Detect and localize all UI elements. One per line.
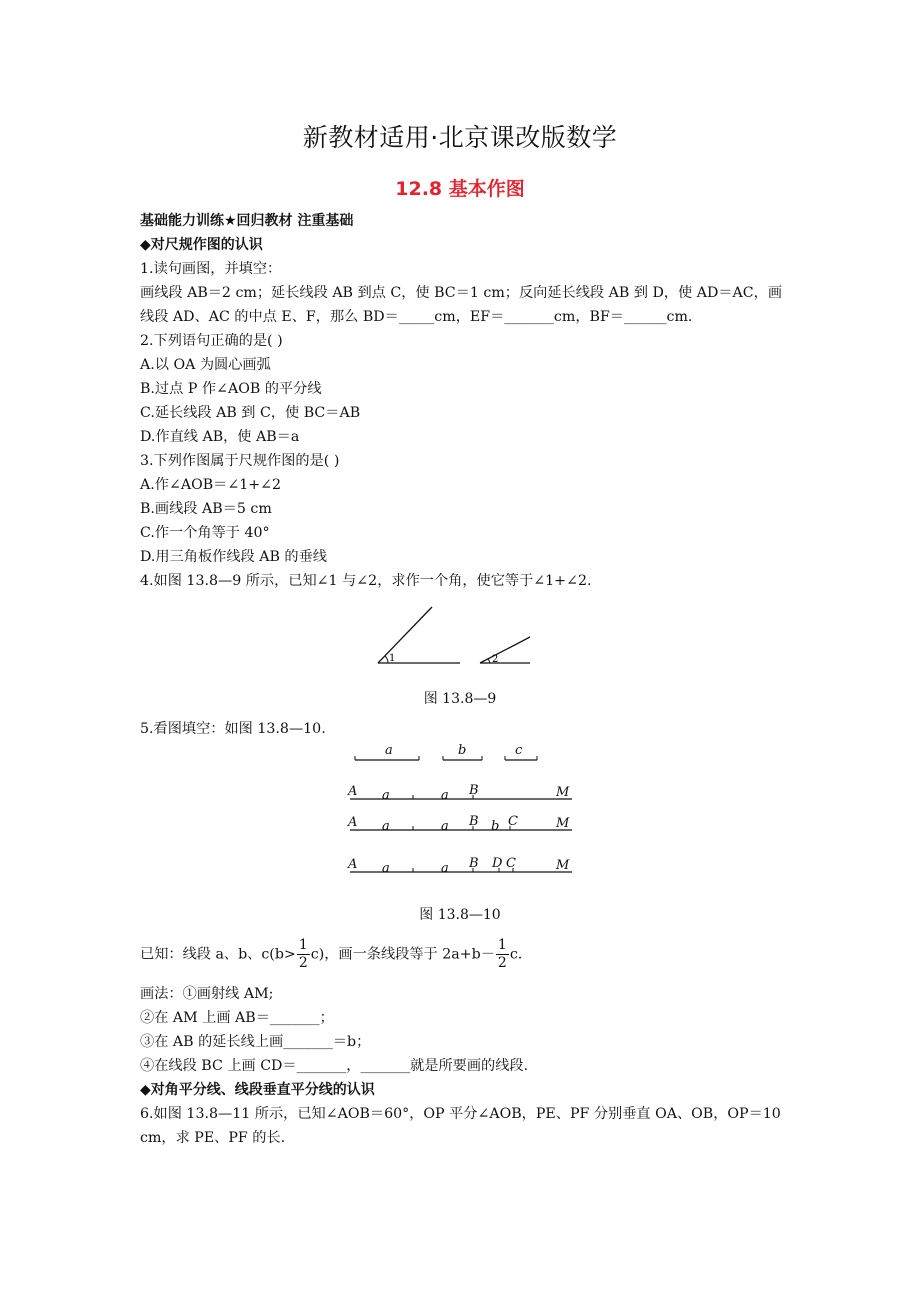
- figure-13-8-10-caption: 图 13.8—10: [419, 907, 501, 923]
- row3-label-A: A: [348, 857, 358, 872]
- row1-label-M: M: [556, 785, 570, 800]
- q1-title: 1.读句画图，并填空：: [140, 261, 282, 277]
- row1-label-B: B: [469, 783, 479, 798]
- q5-step-4: ④在线段 BC 上画 CD＝_______，_______就是所要画的线段.: [140, 1058, 529, 1074]
- q3-option-a: A.作∠AOB＝∠1+∠2: [140, 477, 282, 493]
- row2-label-B: B: [469, 814, 479, 829]
- row2-label-a2: a: [441, 819, 449, 834]
- row3-label-a2: a: [441, 861, 449, 876]
- segment-a-label: a: [385, 743, 393, 758]
- q1-line1: 画线段 AB＝2 cm；延长线段 AB 到点 C，使 BC＝1 cm；反向延长线段 AB 到 D，使 AD＝AC，画: [140, 285, 783, 301]
- page-header: 新教材适用·北京课改版数学: [302, 123, 618, 152]
- angle-1: [378, 607, 460, 664]
- row2-label-a1: a: [382, 819, 390, 834]
- q3-option-b: B.画线段 AB＝5 cm: [140, 501, 272, 517]
- q4-title: 4.如图 13.8—9 所示，已知∠1 与∠2，求作一个角，使它等于∠1+∠2.: [140, 573, 592, 589]
- row3-label-C: C: [506, 856, 516, 871]
- fraction-half-1: [297, 937, 310, 972]
- segment-c: [505, 743, 537, 760]
- q6-line2: cm，求 PE、PF 的长.: [140, 1130, 286, 1146]
- figure-segments: [340, 740, 580, 882]
- q1-line2: 线段 AD、AC 的中点 E、F，那么 BD＝_____cm，EF＝_______cm，BF＝______cm.: [140, 309, 693, 325]
- row3-label-M: M: [556, 858, 570, 873]
- figure-angles: [370, 600, 530, 672]
- subtitle: 基础能力训练★回归教材 注重基础: [140, 213, 354, 229]
- construction-row-2: [347, 814, 572, 834]
- row1-label-A: A: [348, 784, 358, 799]
- q2-option-c: C.延长线段 AB 到 C，使 BC＝AB: [140, 405, 361, 421]
- heading-bisector: ◆对角平分线、线段垂直平分线的认识: [140, 1082, 375, 1098]
- q2-title: 2.下列语句正确的是( ): [140, 333, 283, 349]
- row2-label-C: C: [508, 814, 518, 829]
- fraction-den: 2: [298, 955, 308, 971]
- row3-label-B: B: [469, 856, 479, 871]
- row2-label-M: M: [556, 816, 570, 831]
- q5-step-1: 画法：①画射线 AM;: [140, 986, 274, 1002]
- q3-option-d: D.用三角板作线段 AB 的垂线: [140, 549, 327, 565]
- q5-title: 5.看图填空：如图 13.8—10.: [140, 721, 326, 737]
- q2-option-b: B.过点 P 作∠AOB 的平分线: [140, 381, 322, 397]
- segment-b-label: b: [458, 743, 467, 758]
- q2-option-a: A.以 OA 为圆心画弧: [140, 357, 271, 373]
- q5-given-part3: c.: [509, 946, 523, 963]
- angle-2: [480, 636, 530, 665]
- fraction-num: 1: [298, 937, 308, 953]
- construction-row-3: [347, 856, 572, 876]
- q3-option-c: C.作一个角等于 40°: [140, 525, 270, 541]
- q5-given: [140, 937, 522, 972]
- fraction-den: 2: [497, 955, 507, 971]
- q6-line1: 6.如图 13.8—11 所示，已知∠AOB＝60°，OP 平分∠AOB，PE、PF 分别垂直 OA、OB，OP＝10: [140, 1106, 781, 1122]
- q5-given-part1: 已知：线段 a、b、c(b>: [140, 946, 296, 963]
- q5-given-part2: c)，画一条线段等于 2a+b－: [310, 946, 495, 963]
- q3-title: 3.下列作图属于尺规作图的是( ): [140, 453, 340, 469]
- angle-2-label: 2: [492, 654, 499, 665]
- section-title: 12.8 基本作图: [395, 178, 525, 200]
- q2-option-d: D.作直线 AB，使 AB＝a: [140, 429, 300, 445]
- q5-step-2: ②在 AM 上画 AB＝_______；: [140, 1010, 334, 1026]
- angle-1-label: 1: [389, 653, 396, 664]
- segment-a: [355, 743, 419, 760]
- fraction-half-2: [496, 937, 509, 972]
- row3-label-a1: a: [382, 861, 390, 876]
- fraction-num: 1: [497, 937, 507, 953]
- construction-row-1: [347, 783, 572, 803]
- figure-13-8-9-caption: 图 13.8—9: [423, 691, 497, 707]
- heading-ruler-compass: ◆对尺规作图的认识: [140, 237, 263, 253]
- row1-label-a2: a: [441, 788, 449, 803]
- row1-label-a1: a: [382, 788, 390, 803]
- row3-label-D: D: [492, 856, 503, 871]
- row2-label-A: A: [348, 815, 358, 830]
- segment-c-label: c: [515, 743, 523, 758]
- q5-step-3: ③在 AB 的延长线上画_______＝b；: [140, 1034, 371, 1050]
- row2-label-b: b: [491, 819, 500, 834]
- segment-b: [443, 743, 482, 760]
